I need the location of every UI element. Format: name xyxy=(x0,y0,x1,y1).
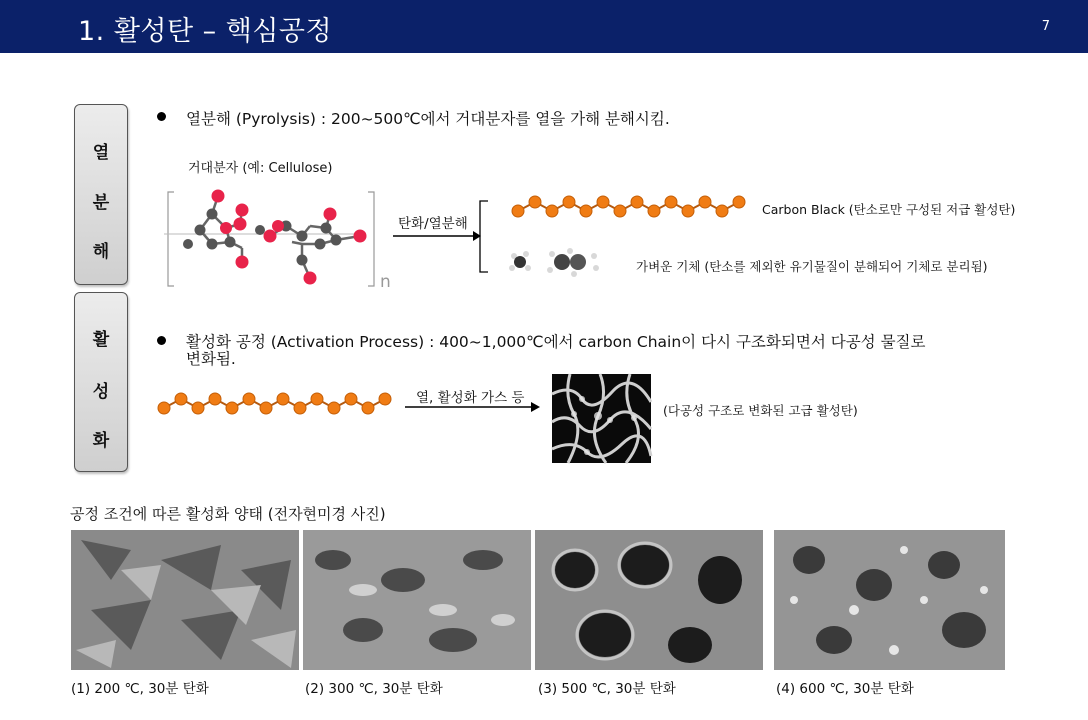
sem-caption-600c: (4) 600 ℃, 30분 탄화 xyxy=(776,681,914,697)
sem-image-500c xyxy=(535,530,763,670)
sem-caption-500c: (3) 500 ℃, 30분 탄화 xyxy=(538,681,676,697)
activation-description-line1: 활성화 공정 (Activation Process) : 400~1,000℃에서 carbon Chain이 다시 구조화되면서 다공성 물질로 xyxy=(186,333,926,351)
side-char: 해 xyxy=(92,242,110,262)
pyrolysis-arrow xyxy=(393,230,483,242)
activation-arrow xyxy=(405,401,545,413)
pyrolysis-description: 열분해 (Pyrolysis) : 200~500℃에서 거대분자를 열을 가해 분해시킴. xyxy=(186,110,670,128)
slide-title: 1. 활성탄 – 핵심공정 xyxy=(78,16,333,47)
carbon-chain-before-activation xyxy=(156,391,396,419)
page-number: 7 xyxy=(1041,19,1050,34)
side-char: 활 xyxy=(92,330,110,350)
side-char: 분 xyxy=(92,193,110,213)
sem-caption-200c: (1) 200 ℃, 30분 탄화 xyxy=(71,681,209,697)
sem-caption-300c: (2) 300 ℃, 30분 탄화 xyxy=(305,681,443,697)
bullet-dot xyxy=(157,336,166,345)
pyrolysis-arrow-label: 탄화/열분해 xyxy=(398,216,468,232)
carbon-black-label: Carbon Black (탄소로만 구성된 저급 활성탄) xyxy=(762,202,1016,217)
title-bar xyxy=(0,0,1088,53)
macromolecule-label: 거대분자 (예: Cellulose) xyxy=(188,161,333,176)
polymer-subscript: n xyxy=(380,272,391,292)
side-char: 열 xyxy=(92,143,110,163)
cellulose-molecule-diagram xyxy=(160,186,400,296)
products-bracket xyxy=(478,200,490,274)
carbon-black-chain xyxy=(510,194,750,222)
sem-image-600c xyxy=(774,530,1005,670)
activation-side-label xyxy=(74,292,128,472)
porous-carbon-image xyxy=(552,374,651,463)
pyrolysis-side-label xyxy=(74,104,128,285)
sem-section-title: 공정 조건에 따른 활성화 양태 (전자현미경 사진) xyxy=(70,505,386,523)
activation-arrow-label: 열, 활성화 가스 등 xyxy=(416,390,525,406)
activated-carbon-label: (다공성 구조로 변화된 고급 활성탄) xyxy=(663,403,858,418)
bullet-dot xyxy=(157,112,166,121)
activation-description-line2: 변화됨. xyxy=(186,350,236,368)
sem-image-200c xyxy=(71,530,299,670)
light-gas-label: 가벼운 기체 (탄소를 제외한 유기물질이 분해되어 기체로 분리됨) xyxy=(636,259,988,274)
sem-image-300c xyxy=(303,530,531,670)
side-char: 성 xyxy=(92,382,110,402)
side-char: 화 xyxy=(92,431,110,451)
gas-molecules-diagram xyxy=(504,248,604,278)
